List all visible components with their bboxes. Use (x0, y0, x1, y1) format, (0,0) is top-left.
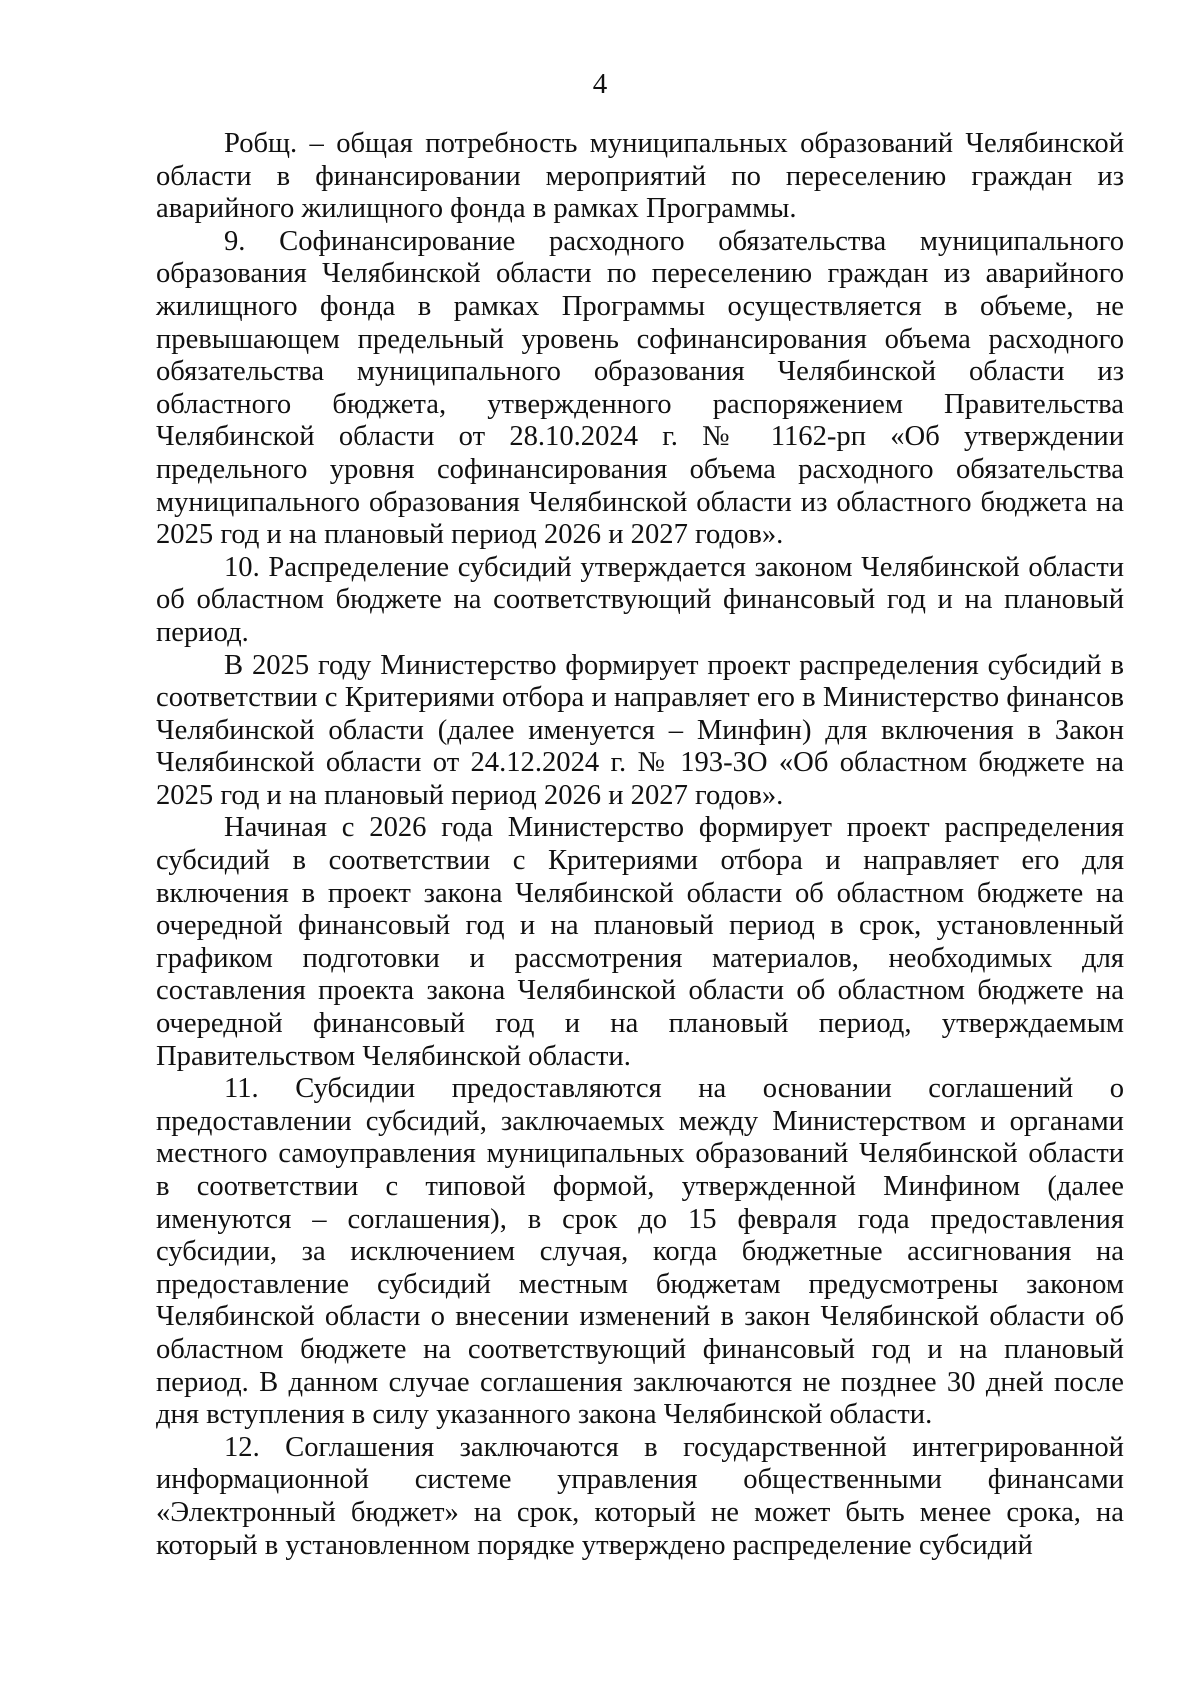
document-body (156, 128, 1124, 1562)
page-number: 4 (592, 68, 608, 100)
paragraph-11-agreements: 11. Субсидии предоставляются на основании соглашений о предоставлении субсидий, заключаемых между Министерством и органами местного самоуправления муниципальных образований Челябинской области в соответствии с типовой формой, утвержденной Минфином (далее именуются – соглашения), в срок до 15 февраля года предоставления субсидии, за исключением случая, когда бюджетные ассигнования на предоставление субсидий местным бюджетам предусмотрены законом Челябинской области о внесении изменений в закон Челябинской области об областном бюджете на соответствующий финансовый год и на плановый период. В данном случае соглашения заключаются не позднее 30 дней после дня вступления в силу указанного закона Челябинской области. (156, 1073, 1124, 1431)
paragraph-2026-draft: Начиная с 2026 года Министерство формирует проект распределения субсидий в соответствии с Критериями отбора и направляет его для включения в проект закона Челябинской области об областном бюджете на очередной финансовый год и на плановый период в срок, установленный графиком подготовки и рассмотрения материалов, необходимых для составления проекта закона Челябинской области об областном бюджете на очередной финансовый год и на плановый период, утверждаемым Правительством Челябинской области. (156, 812, 1124, 1072)
paragraph-12-electronic-budget: 12. Соглашения заключаются в государственной интегрированной информационной системе управления общественными финансами «Электронный бюджет» на срок, который не может быть менее срока, на который в установленном порядке утверждено распределение субсидий (156, 1431, 1124, 1561)
paragraph-10-distribution: 10. Распределение субсидий утверждается законом Челябинской области об областном бюджете на соответствующий финансовый год и на плановый период. (156, 551, 1124, 648)
paragraph-robsh-definition: Робщ. – общая потребность муниципальных образований Челябинской области в финансировании мероприятий по переселению граждан из аварийного жилищного фонда в рамках Программы. (156, 128, 1124, 225)
paragraph-9-cofinancing: 9. Софинансирование расходного обязательства муниципального образования Челябинской области по переселению граждан из аварийного жилищного фонда в рамках Программы осуществляется в объеме, не превышающем предельный уровень софинансирования объема расходного обязательства муниципального образования Челябинской области из областного бюджета, утвержденного распоряжением Правительства Челябинской области от 28.10.2024 г. № 1162-рп «Об утверждении предельного уровня софинансирования объема расходного обязательства муниципального образования Челябинской области из областного бюджета на 2025 год и на плановый период 2026 и 2027 годов». (156, 225, 1124, 551)
paragraph-2025-draft: В 2025 году Министерство формирует проект распределения субсидий в соответствии с Критериями отбора и направляет его в Министерство финансов Челябинской области (далее именуется – Минфин) для включения в Закон Челябинской области от 24.12.2024 г. № 193-ЗО «Об областном бюджете на 2025 год и на плановый период 2026 и 2027 годов». (156, 649, 1124, 811)
